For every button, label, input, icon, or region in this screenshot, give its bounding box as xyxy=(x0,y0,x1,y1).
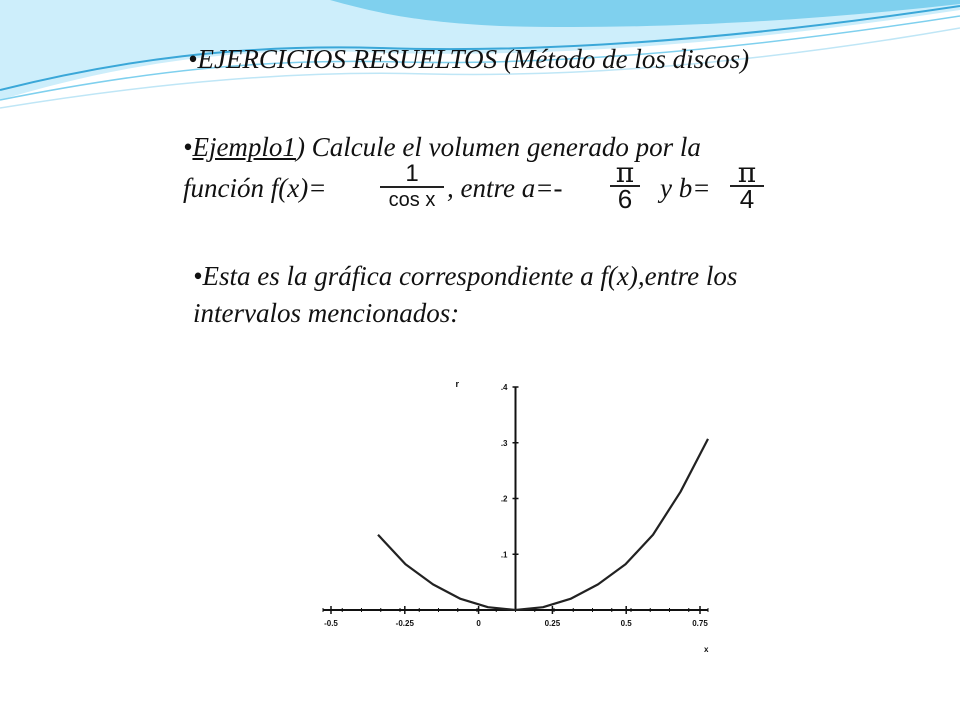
example-line-2c: y b= xyxy=(660,173,711,203)
fraction-fx-numerator: 1 xyxy=(405,160,419,187)
example-bullet: • xyxy=(183,132,193,162)
fraction-b-numerator: π xyxy=(737,156,757,189)
fraction-b-denominator: 4 xyxy=(739,184,755,214)
x-tick-label-4: 0.5 xyxy=(620,619,632,628)
y-axis-label: r xyxy=(455,379,460,389)
graph-intro-line-1: •Esta es la gráfica correspondiente a f(x),entre los xyxy=(193,261,738,291)
x-tick-label-0: -0.5 xyxy=(324,619,338,628)
fraction-a-denominator: 6 xyxy=(617,184,633,214)
x-tick-label-1: -0.25 xyxy=(395,619,414,628)
x-tick-label-5: 0.75 xyxy=(692,619,708,628)
fraction-a-numerator: π xyxy=(615,156,635,189)
y-tick-label-1: .2 xyxy=(500,494,508,504)
slide-title: •EJERCICIOS RESUELTOS (Método de los discos) xyxy=(188,44,750,74)
y-tick-label-3: .4 xyxy=(500,383,508,392)
example-label: Ejemplo1 xyxy=(192,132,296,162)
graph-intro-line-2: intervalos mencionados: xyxy=(193,298,460,328)
function-graph xyxy=(215,330,815,685)
fraction-pi-over-4 xyxy=(730,156,764,214)
x-tick-label-2: 0 xyxy=(476,619,481,628)
example-line-2b: , entre a=- xyxy=(447,173,563,203)
x-axis-label: x xyxy=(704,645,709,654)
example-text-1: ) Calcule el volumen generado por la xyxy=(295,132,701,162)
fraction-pi-over-6 xyxy=(610,156,640,214)
x-tick-label-3: 0.25 xyxy=(544,619,561,628)
y-tick-label-0: .1 xyxy=(500,550,508,560)
fraction-one-over-cos xyxy=(380,160,444,211)
y-tick-label-2: .3 xyxy=(500,438,508,448)
example-line-2a: función f(x)= xyxy=(183,173,327,203)
fraction-fx-denominator: cos x xyxy=(388,189,436,211)
